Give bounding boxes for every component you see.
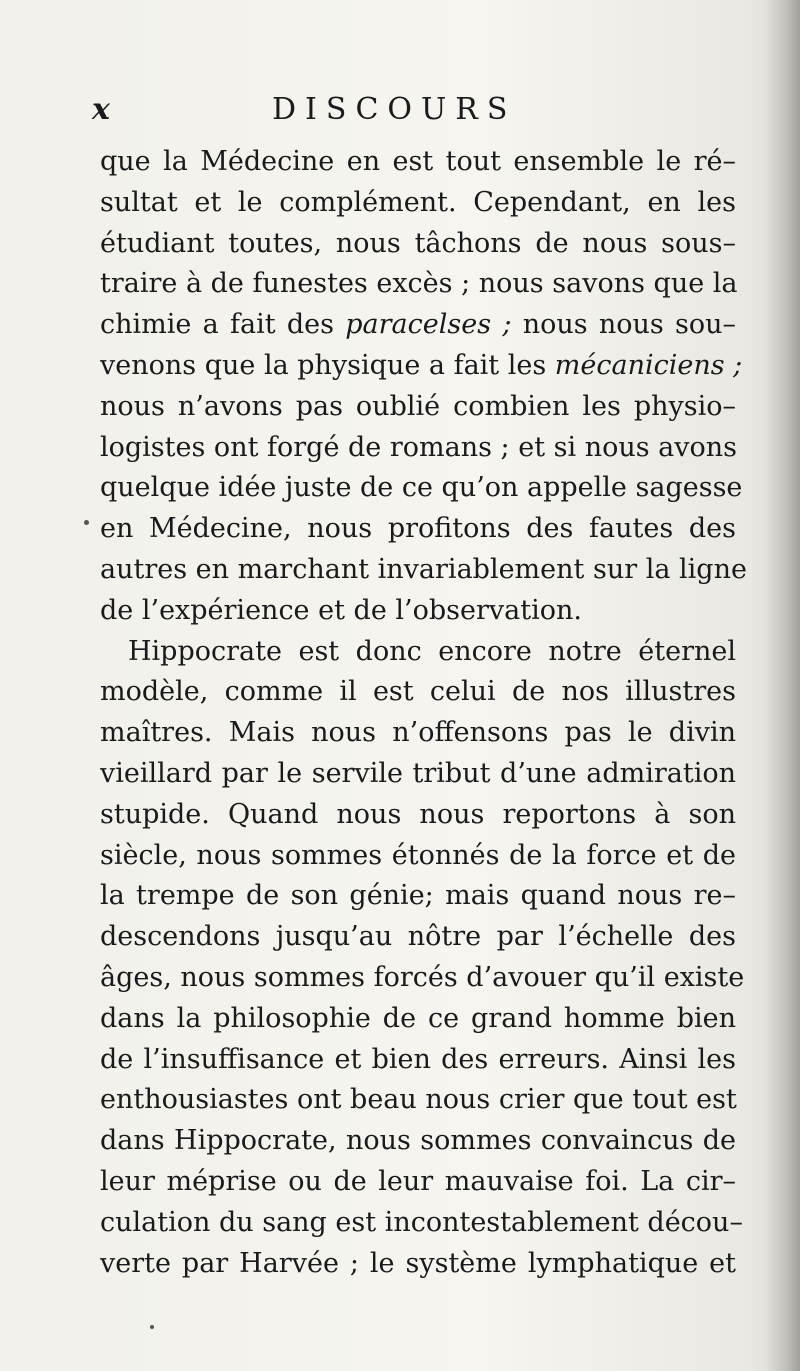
running-header	[92, 92, 732, 136]
running-title: DISCOURS	[272, 92, 517, 127]
text-line: stupide. Quand nous nous reportons à son	[100, 798, 736, 830]
text-line: dans Hippocrate, nous sommes convaincus de	[100, 1125, 736, 1157]
text-line: en Médecine, nous profitons des fautes des	[100, 513, 736, 545]
ink-speck	[150, 1325, 154, 1329]
text-line: culation du sang est incontestablement décou–	[100, 1206, 743, 1238]
page-number: x	[92, 92, 110, 127]
body-text	[100, 142, 747, 1284]
text-line: siècle, nous sommes étonnés de la force et de	[100, 839, 736, 871]
paragraph-first-line: Hippocrate est donc encore notre éternel	[128, 635, 736, 667]
text-line: vieillard par le servile tribut d’une admiration	[100, 757, 736, 789]
text-line: verte par Harvée ; le système lymphatique et	[100, 1247, 736, 1279]
text-line: modèle, comme il est celui de nos illustres	[100, 676, 736, 708]
text-run: nous nous sou–	[511, 309, 737, 341]
text-line: que la Médecine en est tout ensemble le ré–	[100, 146, 736, 177]
text-line: âges, nous sommes forcés d’avouer qu’il existe	[100, 961, 745, 993]
text-line: nous n’avons pas oublié combien les physio–	[100, 390, 736, 422]
text-line: de l’insuffisance et bien des erreurs. Ainsi les	[100, 1043, 736, 1075]
text-run: venons que la physique a fait les	[100, 349, 555, 381]
text-line: la trempe de son génie; mais quand nous re–	[100, 880, 736, 912]
text-line: logistes ont forgé de romans ; et si nous avons	[100, 431, 738, 463]
italic-word-mecaniciens: mécaniciens ;	[554, 349, 743, 381]
text-line: sultat et le complément. Cependant, en les	[100, 186, 736, 218]
text-line: étudiant toutes, nous tâchons de nous sous–	[100, 227, 736, 259]
text-line	[100, 305, 736, 346]
text-line: maîtres. Mais nous n’offensons pas le divin	[100, 717, 736, 749]
text-line: traire à de funestes excès ; nous savons que la	[100, 268, 738, 300]
text-line: dans la philosophie de ce grand homme bien	[100, 1002, 736, 1034]
text-line: autres en marchant invariablement sur la ligne	[100, 553, 747, 585]
page-edge-shadow	[766, 0, 800, 1371]
text-run: chimie a fait des	[100, 309, 346, 341]
text-line: enthousiastes ont beau nous crier que tout est	[100, 1084, 737, 1116]
ink-speck	[84, 520, 89, 525]
text-line: de l’expérience et de l’observation.	[100, 594, 582, 626]
text-line: descendons jusqu’au nôtre par l’échelle des	[100, 921, 736, 953]
text-line	[100, 346, 743, 387]
italic-word-paracelses: paracelses ;	[345, 309, 512, 341]
text-line: leur méprise ou de leur mauvaise foi. La cir–	[100, 1165, 736, 1197]
text-line: quelque idée juste de ce qu’on appelle sagesse	[100, 472, 743, 504]
